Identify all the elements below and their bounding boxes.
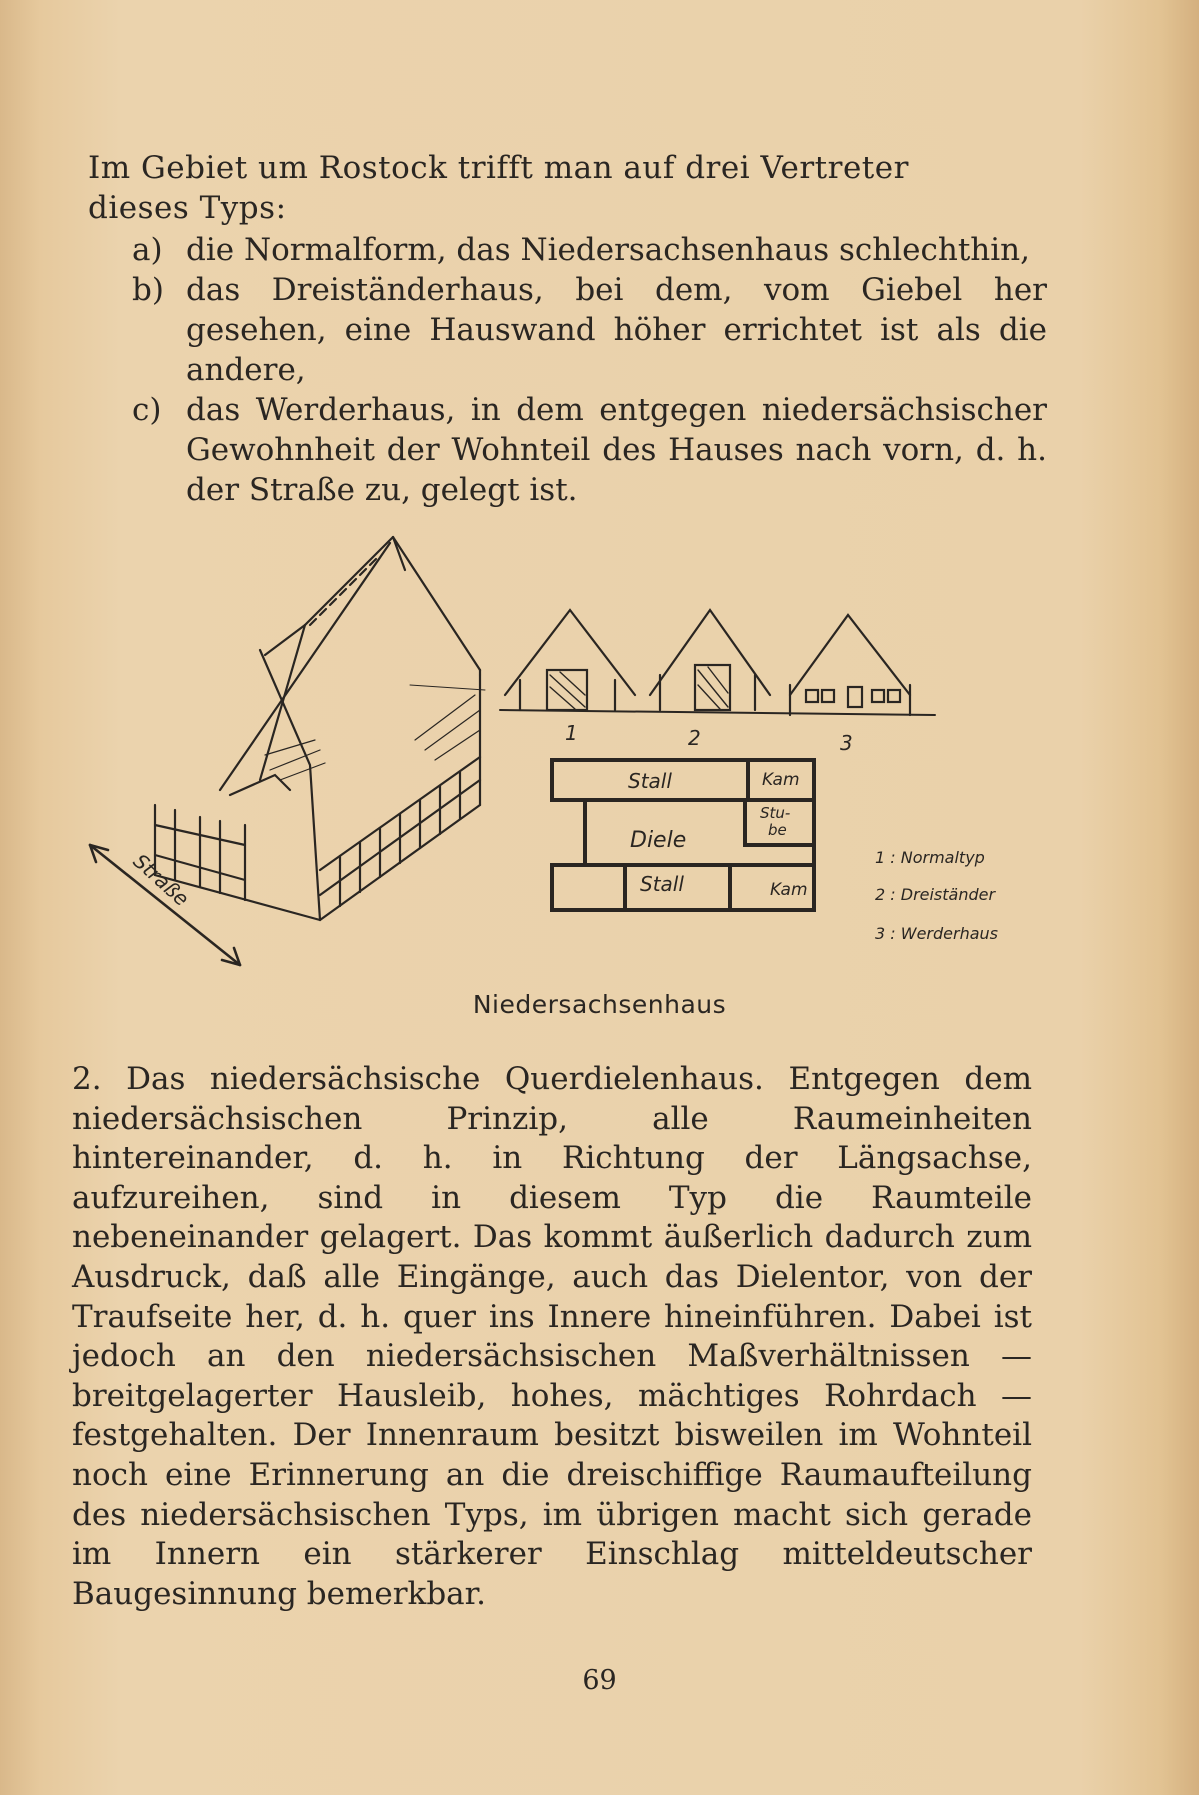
list-item xyxy=(132,390,1047,510)
list-item xyxy=(132,230,1047,270)
intro-line-1: Im Gebiet um Rostock trifft man auf drei Vertreter xyxy=(88,150,909,186)
intro-paragraph xyxy=(88,148,1048,228)
list-marker: a) xyxy=(132,232,163,268)
house-illustration xyxy=(80,525,1040,980)
perspective-house-drawing xyxy=(90,537,485,965)
list-text: das Dreiständerhaus, bei dem, vom Giebel her gesehen, eine Hauswand höher errichtet ist als die andere, xyxy=(186,272,1047,388)
room-kam-bottom: Kam xyxy=(770,880,808,900)
room-stall-top: Stall xyxy=(628,769,672,793)
legend-item-1: 1 : Normaltyp xyxy=(875,848,985,867)
legend-item-2: 2 : Dreiständer xyxy=(875,885,996,904)
room-stube: Stu- xyxy=(760,804,791,822)
house-figure xyxy=(80,525,1040,980)
list-text: die Normalform, das Niedersachsenhaus schlechthin, xyxy=(186,232,1030,268)
street-label: Straße xyxy=(128,848,194,911)
room-stube-2: be xyxy=(768,821,787,839)
legend-item-3: 3 : Werderhaus xyxy=(875,924,998,943)
room-diele: Diele xyxy=(630,828,687,853)
type-list xyxy=(132,230,1047,510)
page-number: 69 xyxy=(582,1665,617,1696)
list-item xyxy=(132,270,1047,390)
house-number-1: 1 xyxy=(565,721,578,745)
figure-caption: Niedersachsenhaus xyxy=(472,990,727,1019)
room-stall-bottom: Stall xyxy=(640,872,684,896)
house-number-3: 3 xyxy=(840,731,853,755)
body-paragraph: 2. Das niedersächsische Querdielenhaus. Entgegen dem niedersächsischen Prinzip, alle Raumeinheiten hintereinander, d. h. in Richtung der Längsachse, aufzureihen, sind in diesem Typ die Raumteile nebeneinander gelagert. Das kommt äußerlich dadurch zum Ausdruck, daß alle Eingänge, auch das Dielentor, von der Traufseite her, d. h. quer ins Innere hineinführen. Dabei ist jedoch an den niedersächsischen Maßverhältnissen — breitgelagerter Hausleib, hohes, mächtiges Rohrdach — festgehalten. Der Innenraum besitzt bisweilen im Wohnteil noch eine Erinnerung an die dreischiffige Raumaufteilung des niedersächsischen Typs, im übrigen macht sich gerade im Innern ein stärkerer Einschlag mitteldeutscher Baugesinnung bemerkbar. xyxy=(72,1061,1032,1612)
list-marker: c) xyxy=(132,392,162,428)
intro-line-2: dieses Typs: xyxy=(88,190,287,226)
house-number-2: 2 xyxy=(688,726,701,750)
list-marker: b) xyxy=(132,272,164,308)
room-kam-top: Kam xyxy=(762,770,800,790)
list-text: das Werderhaus, in dem entgegen niedersächsischer Gewohnheit der Wohnteil des Hauses nach vorn, d. h. der Straße zu, gelegt ist. xyxy=(186,392,1047,508)
three-houses-elevation xyxy=(500,610,935,715)
